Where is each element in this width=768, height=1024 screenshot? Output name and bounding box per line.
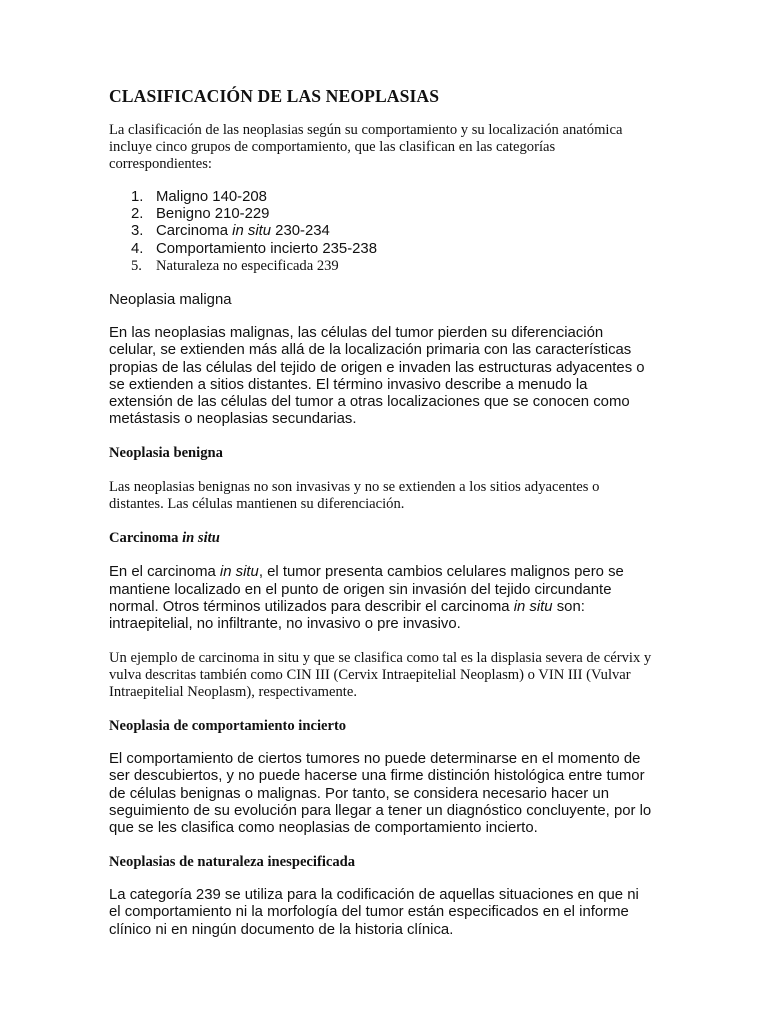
list-item [109, 223, 653, 240]
section-body-benigna: Las neoplasias benignas no son invasivas y no se extienden a los sitios adyacentes o distantes. Las células mantienen su diferenciación. [109, 479, 600, 513]
section-body-incierto: El comportamiento de ciertos tumores no puede determinarse en el momento de ser descubiertos, y no puede hacerse una firme distinción histológica entre tumor de células benignas o malignas. Por tanto, se considera necesario hacer un seguimiento de su evolución para llegar a tener un diagnóstico concluyente, por lo que se les clasifica como neoplasias de comportamiento incierto. [109, 751, 652, 837]
insitu-italic-2: in situ [513, 598, 553, 615]
list-number: 3. [131, 223, 144, 240]
list-item [109, 258, 653, 275]
list-text: Naturaleza no especificada 239 [156, 257, 339, 274]
section-example-insitu: Un ejemplo de carcinoma in situ y que se clasifica como tal es la displasia severa de cérvix y vulva descritas también como CIN III (Cervix Intraepitelial Neoplasm) o VIN III (Vulvar Intraepitelial Neoplasm), respectivamente. [109, 650, 652, 701]
list-number: 4. [131, 240, 144, 257]
insitu-text-2: , el tumor presenta cambios celulares malignos pero se mantiene localizado en el punto de origen sin invasión del tejido circundante normal. Otros términos utilizados para describir el carcinoma [109, 564, 624, 615]
list-text: Comportamiento incierto 235-238 [156, 240, 377, 257]
section-heading-insitu [109, 530, 653, 547]
list-text-pre: Carcinoma [156, 223, 233, 240]
document-title: CLASIFICACIÓN DE LAS NEOPLASIAS [109, 86, 440, 106]
section-body-maligna: En las neoplasias malignas, las células del tumor pierden su diferenciación celular, se extienden más allá de la localización primaria con las características propias de las células del tejido de origen e invaden las estructuras adyacentes o se extienden a sitios distantes. El término invasivo describe a menudo la extensión de las células del tumor a otras localizaciones que se conocen como metástasis o neoplasias secundarias. [109, 325, 645, 428]
list-item [109, 206, 653, 223]
list-text-italic: in situ [232, 223, 272, 240]
section-heading-benigna: Neoplasia benigna [109, 445, 223, 462]
list-number: 2. [131, 206, 144, 223]
insitu-italic-1: in situ [219, 564, 259, 581]
category-list [109, 189, 653, 275]
insitu-text-3: son: intraepitelial, no infiltrante, no invasivo o pre invasivo. [109, 598, 585, 633]
section-heading-inespecificada: Neoplasias de naturaleza inespecificada [109, 854, 356, 871]
section-heading-incierto: Neoplasia de comportamiento incierto [109, 718, 347, 735]
list-text: Benigno 210-229 [156, 206, 270, 223]
list-item [109, 241, 653, 258]
list-item [109, 189, 653, 206]
list-text: Maligno 140-208 [156, 189, 267, 205]
section-heading-maligna: Neoplasia maligna [109, 292, 232, 309]
list-text-post: 230-234 [271, 223, 330, 240]
heading-insitu-pre: Carcinoma [109, 530, 183, 547]
heading-insitu-italic: in situ [182, 530, 220, 547]
section-body-inespecificada: La categoría 239 se utiliza para la codificación de aquellas situaciones en que ni el comportamiento ni la morfología del tumor están especificados en el informe clínico ni en ningún documento de la historia clínica. [109, 887, 639, 938]
document-page [109, 86, 653, 939]
list-number: 1. [131, 189, 144, 205]
intro-paragraph: La clasificación de las neoplasias según su comportamiento y su localización anatómica incluye cinco grupos de comportamiento, que las clasifican en las categorías correspondientes: [109, 122, 623, 172]
list-number: 5. [131, 257, 142, 274]
insitu-text-1: En el carcinoma [109, 564, 220, 581]
section-body-insitu [109, 564, 653, 633]
